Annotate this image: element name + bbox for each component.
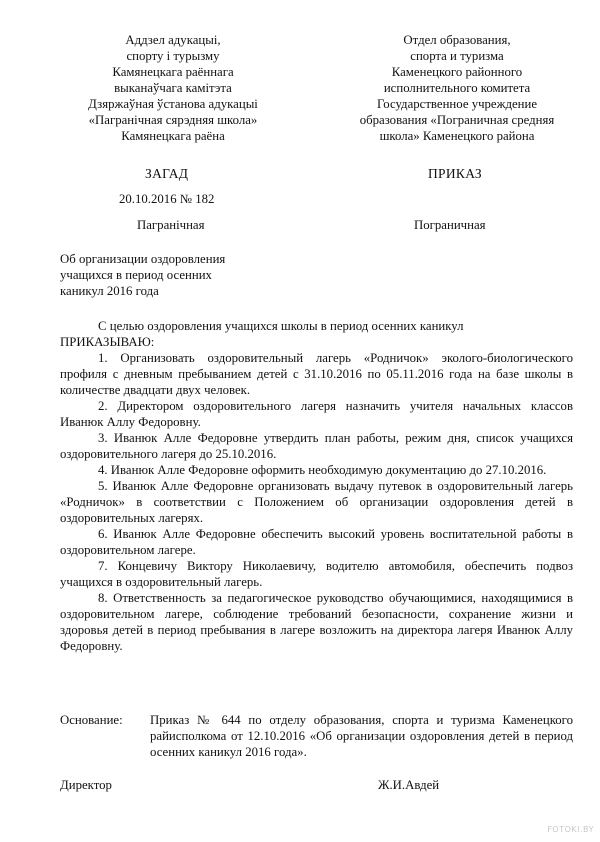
header-right-line: Государственное учреждение [376, 97, 538, 111]
header-left-block [50, 32, 296, 144]
subject-heading [60, 251, 280, 299]
header-left-line: спорту і турызму [126, 49, 220, 63]
order-item: 2. Директором оздоровительного лагеря назначить учителя начальных классов Иванюк Аллу Федоровну. [60, 399, 573, 429]
header-left-line: Камянецкага раёна [121, 129, 225, 143]
header-right-line: Каменецкого районного [391, 65, 523, 79]
place-belarusian: Пагранічная [137, 218, 205, 232]
header-right-line: образования «Пограничная средняя [359, 113, 555, 127]
header-right-line: Отдел образования, [403, 33, 511, 47]
watermark: FOTOKI.BY [547, 825, 594, 834]
doc-title-belarusian: ЗАГАД [145, 166, 189, 181]
header-right-block [350, 32, 564, 144]
signature-name: Ж.И.Авдей [378, 778, 440, 792]
header-left-line: Камянецкага раённага [112, 65, 234, 79]
header-right-line: исполнительного комитета [383, 81, 531, 95]
order-item: 4. Иванюк Алле Федоровне оформить необходимую документацию до 27.10.2016. [98, 463, 547, 477]
basis-text: Приказ № 644 по отделу образования, спорта и туризма Каменецкого райисполкома от 12.10.2016 «Об организации оздоровления детей в период осенних каникул 2016 года». [150, 713, 573, 759]
header-right-line: школа» Каменецкого района [379, 129, 535, 143]
order-item: 7. Концевичу Виктору Николаевичу, водителю автомобиля, обеспечить подвоз учащихся в оздоровительный лагерь. [60, 559, 573, 589]
basis-label: Основание: [60, 713, 123, 727]
order-item: 3. Иванюк Алле Федоровне утвердить план работы, режим дня, список учащихся оздоровительного лагеря до 25.10.2016. [60, 431, 573, 461]
header-left-line: «Пагранічная сярэдняя школа» [88, 113, 258, 127]
order-body [60, 318, 573, 654]
signature-position: Директор [60, 778, 112, 792]
order-item: 1. Организовать оздоровительный лагерь «Родничок» эколого-биологического профиля с дневным пребыванием детей с 31.10.2016 по 05.11.2016 года на базе школы в количестве двадцати двух человек. [60, 351, 573, 397]
intro-paragraph: С целью оздоровления учащихся школы в период осенних каникул [98, 319, 464, 333]
order-item: 6. Иванюк Алле Федоровне обеспечить высокий уровень воспитательной работы в оздоровительном лагере. [60, 527, 573, 557]
date-number: 20.10.2016 № 182 [119, 192, 215, 206]
header-left-line: Аддзел адукацыі, [125, 33, 221, 47]
doc-title-russian: ПРИКАЗ [428, 166, 482, 181]
header-left-line: выканаўчага камітэта [114, 81, 232, 95]
subject-line: Об организации оздоровления [60, 252, 226, 266]
subject-line: учащихся в период осенних [60, 268, 212, 282]
order-item: 5. Иванюк Алле Федоровне организовать выдачу путевок в оздоровительный лагерь «Родничок» в соответствии с Положением об организации оздоровления детей в оздоровительных лагерях. [60, 479, 573, 525]
place-russian: Пограничная [414, 218, 486, 232]
order-item: 8. Ответственность за педагогическое руководство обучающимися, находящимися в оздоровительном лагере, соблюдение требований безопасности, сохранение жизни и здоровья детей в период пребывания в лагере возложить на директора лагеря Иванюк Аллу Федоровну. [60, 591, 573, 653]
header-left-line: Дзяржаўная ўстанова адукацыі [88, 97, 258, 111]
header-right-line: спорта и туризма [410, 49, 504, 63]
order-keyword: ПРИКАЗЫВАЮ: [60, 335, 155, 349]
subject-line: каникул 2016 года [60, 284, 159, 298]
